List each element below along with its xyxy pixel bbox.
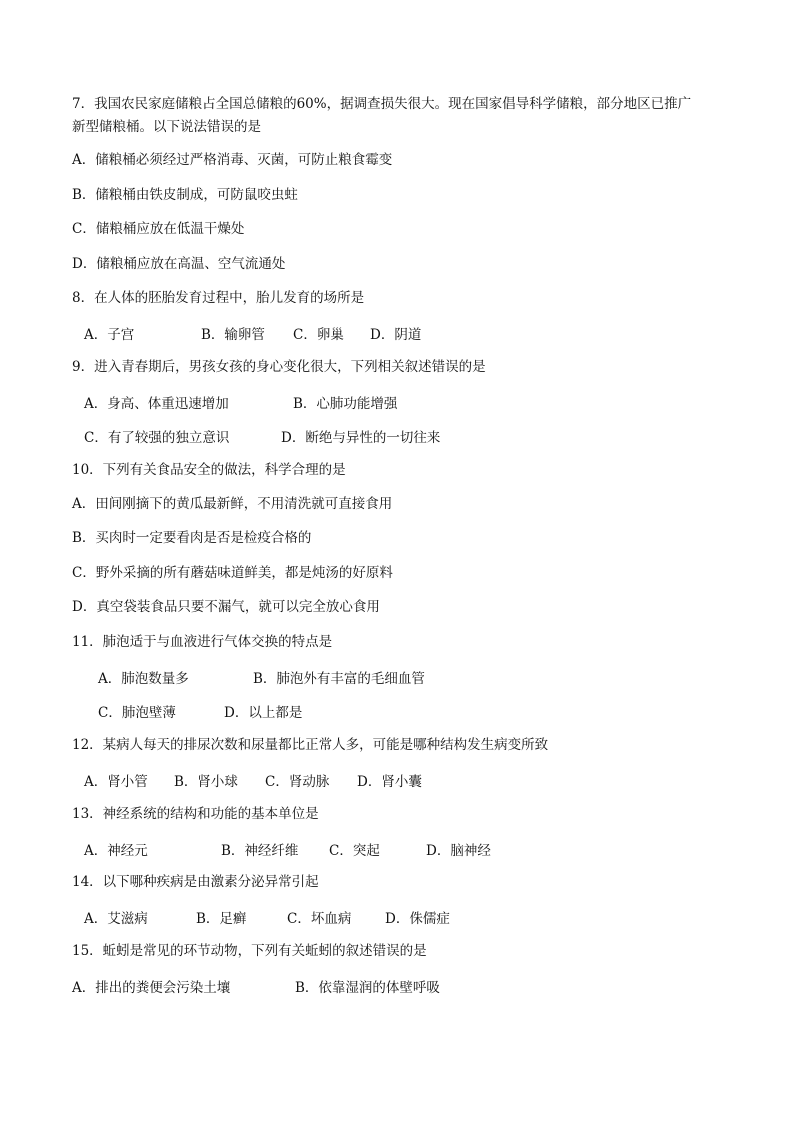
question-13-option-c: C．突起 <box>329 843 380 859</box>
question-13-stem: 13．神经系统的结构和功能的基本单位是 <box>72 806 319 822</box>
question-8-stem: 8．在人体的胚胎发育过程中，胎儿发育的场所是 <box>72 290 365 306</box>
question-15-stem: 15．蚯蚓是常见的环节动物，下列有关蚯蚓的叙述错误的是 <box>72 943 427 959</box>
question-7-stem-line-1: 7．我国农民家庭储粮占全国总储粮的60%，据调查损失很大。现在国家倡导科学储粮，部分地区已推广 <box>72 96 692 112</box>
question-7-option-b: B．储粮桶由铁皮制成，可防鼠咬虫蛀 <box>72 187 298 203</box>
question-8-option-b: B．输卵管 <box>201 327 265 343</box>
question-9-option-b: B．心肺功能增强 <box>293 396 398 412</box>
question-14-option-a: A．艾滋病 <box>84 911 148 927</box>
question-10-option-a: A．田间刚摘下的黄瓜最新鲜，不用清洗就可直接食用 <box>72 496 393 512</box>
question-11-option-b: B．肺泡外有丰富的毛细血管 <box>253 671 425 687</box>
question-7-option-a: A．储粮桶必须经过严格消毒、灭菌，可防止粮食霉变 <box>72 152 393 168</box>
question-8-option-c: C．卵巢 <box>293 327 344 343</box>
question-14-option-c: C．坏血病 <box>287 911 352 927</box>
question-9-option-c: C．有了较强的独立意识 <box>84 430 230 446</box>
question-11-option-d: D．以上都是 <box>224 705 303 721</box>
question-10-stem: 10．下列有关食品安全的做法，科学合理的是 <box>72 462 346 478</box>
question-14-option-b: B．足癣 <box>196 911 247 927</box>
question-13-option-a: A．神经元 <box>84 843 148 859</box>
question-14-options <box>0 907 794 925</box>
question-11-stem: 11．肺泡适于与血液进行气体交换的特点是 <box>72 634 333 650</box>
question-14-option-d: D．侏儒症 <box>385 911 450 927</box>
question-12-option-a: A．肾小管 <box>84 774 148 790</box>
question-7-option-d: D．储粮桶应放在高温、空气流通处 <box>72 256 286 272</box>
question-11-options-row-1 <box>0 667 794 685</box>
question-9-options-row-2 <box>0 426 794 444</box>
question-7-stem-line-2: 新型储粮桶。以下说法错误的是 <box>72 119 261 135</box>
question-9-stem: 9．进入青春期后，男孩女孩的身心变化很大，下列相关叙述错误的是 <box>72 359 486 375</box>
question-8-options <box>0 323 794 341</box>
question-13-option-b: B．神经纤维 <box>221 843 299 859</box>
question-13-option-d: D．脑神经 <box>426 843 491 859</box>
question-12-stem: 12．某病人每天的排尿次数和尿量都比正常人多，可能是哪种结构发生病变所致 <box>72 737 549 753</box>
question-10-option-c: C．野外采摘的所有蘑菇味道鲜美，都是炖汤的好原料 <box>72 565 393 581</box>
question-12-option-c: C．肾动脉 <box>265 774 330 790</box>
question-15-option-a: A．排出的粪便会污染土壤 <box>72 980 231 996</box>
question-9-option-d: D．断绝与异性的一切往来 <box>281 430 441 446</box>
question-12-options <box>0 770 794 788</box>
question-15-option-b: B．依靠湿润的体壁呼吸 <box>295 980 440 996</box>
question-8-option-d: D．阴道 <box>370 327 422 343</box>
question-9-options-row-1 <box>0 392 794 410</box>
question-7-option-c: C．储粮桶应放在低温干燥处 <box>72 221 245 237</box>
question-10-option-b: B．买肉时一定要看肉是否是检疫合格的 <box>72 530 312 546</box>
question-10-option-d: D．真空袋装食品只要不漏气，就可以完全放心食用 <box>72 599 380 615</box>
question-12-option-b: B．肾小球 <box>174 774 238 790</box>
question-12-option-d: D．肾小囊 <box>357 774 422 790</box>
question-14-stem: 14．以下哪种疾病是由激素分泌异常引起 <box>72 874 319 890</box>
question-8-option-a: A．子宫 <box>84 327 135 343</box>
question-11-options-row-2 <box>0 701 794 719</box>
question-9-option-a: A．身高、体重迅速增加 <box>84 396 229 412</box>
question-11-option-c: C．肺泡壁薄 <box>98 705 176 721</box>
question-11-option-a: A．肺泡数量多 <box>98 671 189 687</box>
question-15-options <box>0 976 794 994</box>
question-13-options <box>0 839 794 857</box>
